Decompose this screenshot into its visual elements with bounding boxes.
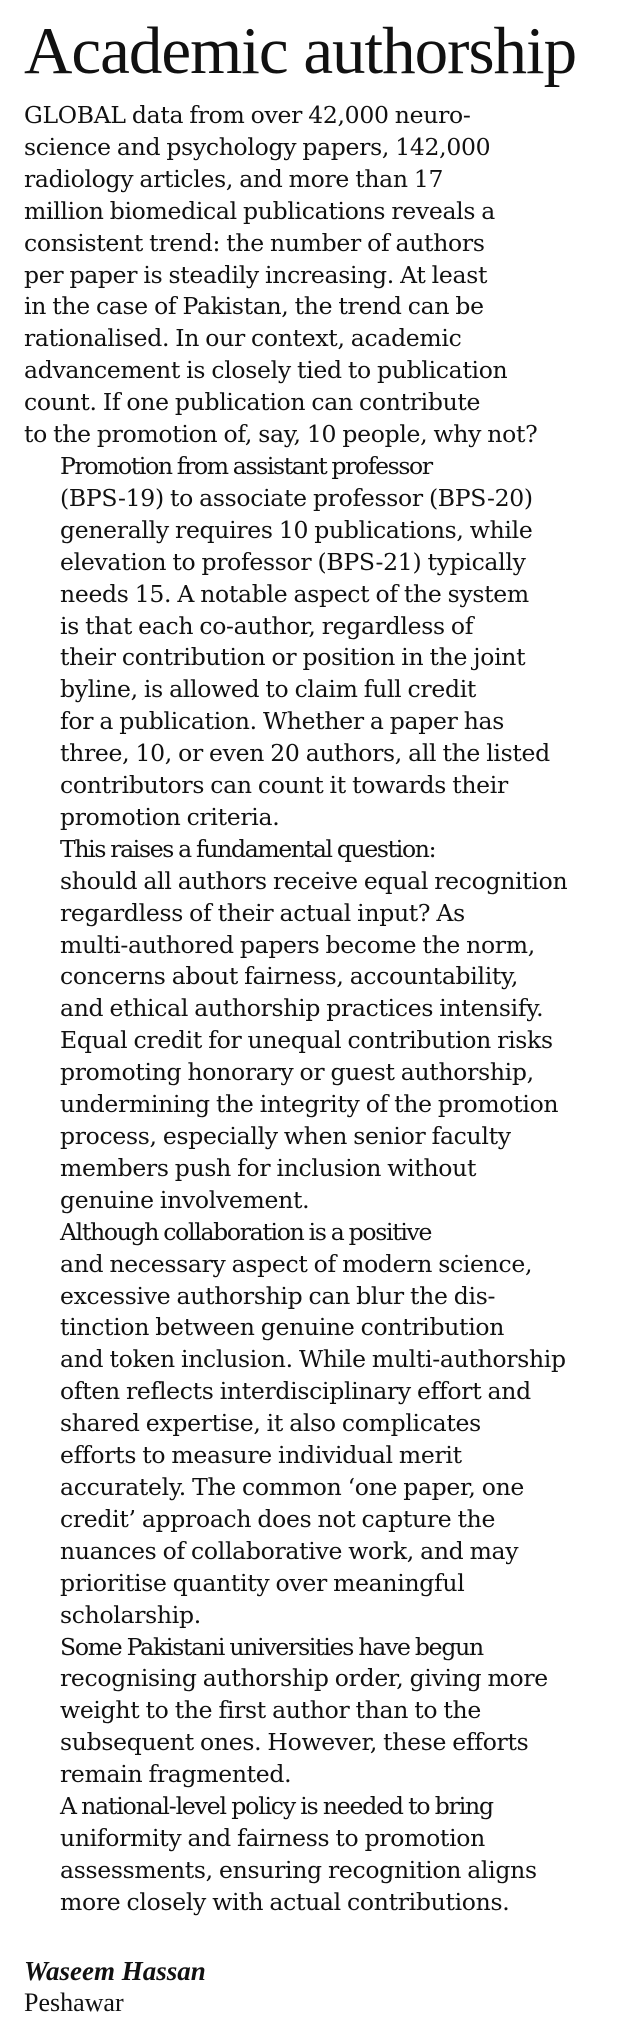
paragraph xyxy=(24,1791,624,1919)
text-line: should all authors receive equal recognition xyxy=(60,866,568,895)
text-line: more closely with actual contributions. xyxy=(60,1887,510,1916)
text-line: uniformity and fairness to promotion xyxy=(60,1823,485,1852)
paragraph xyxy=(24,834,624,1217)
text-line: efforts to measure individual merit xyxy=(60,1441,462,1470)
paragraph xyxy=(24,451,624,834)
text-line: and token inclusion. While multi-authorship xyxy=(60,1345,566,1374)
paragraph xyxy=(24,1632,624,1792)
text-line: regardless of their actual input? As xyxy=(60,898,465,927)
author-name: Waseem Hassan xyxy=(24,1955,206,1986)
text-line: million biomedical publications reveals a xyxy=(24,196,496,225)
text-line: Although collaboration is a positive xyxy=(60,1217,432,1246)
text-line: (BPS-19) to associate professor (BPS-20) xyxy=(60,483,533,512)
text-line: concerns about fairness, accountability, xyxy=(60,962,519,991)
text-line: in the case of Pakistan, the trend can be xyxy=(24,292,484,321)
letter-body xyxy=(24,100,624,1919)
text-line: elevation to professor (BPS-21) typically xyxy=(60,547,526,576)
text-line: excessive authorship can blur the dis- xyxy=(60,1281,496,1310)
paragraph xyxy=(24,100,624,451)
paragraph xyxy=(24,1217,624,1632)
headline: Academic authorship xyxy=(24,14,577,88)
text-line: consistent trend: the number of authors xyxy=(24,228,485,257)
text-line: and necessary aspect of modern science, xyxy=(60,1249,533,1278)
text-line: subsequent ones. However, these efforts xyxy=(60,1728,529,1757)
text-line: recognising authorship order, giving more xyxy=(60,1664,548,1693)
text-line: process, especially when senior faculty xyxy=(60,1122,511,1150)
text-line: genuine involvement. xyxy=(60,1185,310,1214)
text-line: their contribution or position in the joint xyxy=(60,643,526,672)
text-line: often reflects interdisciplinary effort and xyxy=(60,1377,531,1406)
text-line: A national-level policy is needed to bring xyxy=(60,1792,493,1821)
text-line: members push for inclusion without xyxy=(60,1153,477,1182)
text-line: Promotion from assistant professor xyxy=(60,451,432,480)
text-line: is that each co-author, regardless of xyxy=(60,611,474,640)
text-line: to the promotion of, say, 10 people, why not? xyxy=(24,420,538,449)
text-line: remain fragmented. xyxy=(60,1760,292,1789)
text-line: for a publication. Whether a paper has xyxy=(60,707,505,736)
text-line: undermining the integrity of the promotion xyxy=(60,1090,559,1119)
text-line: tinction between genuine contribution xyxy=(60,1313,505,1342)
text-line: This raises a fundamental question: xyxy=(60,834,436,863)
text-line: assessments, ensuring recognition aligns xyxy=(60,1855,537,1884)
text-line: radiology articles, and more than 17 xyxy=(24,164,444,193)
text-line: three, 10, or even 20 authors, all the listed xyxy=(60,739,550,768)
text-line: byline, is allowed to claim full credit xyxy=(60,675,477,704)
text-line: contributors can count it towards their xyxy=(60,771,508,800)
author-city: Peshawar xyxy=(24,1987,124,2017)
signoff xyxy=(24,1955,624,2019)
text-line: accurately. The common ‘one paper, one xyxy=(60,1472,525,1501)
text-line: advancement is closely tied to publication xyxy=(24,356,508,385)
text-line: needs 15. A notable aspect of the system xyxy=(60,579,529,608)
text-line: rationalised. In our context, academic xyxy=(24,324,462,353)
text-line: generally requires 10 publications, while xyxy=(60,515,533,544)
text-line: per paper is steadily increasing. At least xyxy=(24,260,488,289)
text-line: weight to the first author than to the xyxy=(60,1696,481,1725)
text-line: and ethical authorship practices intensify. xyxy=(60,994,544,1023)
text-line: GLOBAL data from over 42,000 neuro- xyxy=(24,101,471,129)
text-line: Equal credit for unequal contribution risks xyxy=(60,1026,553,1055)
text-line: promoting honorary or guest authorship, xyxy=(60,1058,534,1087)
text-line: multi-authored papers become the norm, xyxy=(60,930,535,959)
text-line: shared expertise, it also complicates xyxy=(60,1409,481,1438)
text-line: Some Pakistani universities have begun xyxy=(60,1632,483,1661)
text-line: promotion criteria. xyxy=(60,802,280,831)
text-line: count. If one publication can contribute xyxy=(24,388,481,417)
text-line: credit’ approach does not capture the xyxy=(60,1504,496,1533)
text-line: science and psychology papers, 142,000 xyxy=(24,132,491,161)
text-line: prioritise quantity over meaningful xyxy=(60,1568,465,1597)
text-line: scholarship. xyxy=(60,1600,201,1629)
text-line: nuances of collaborative work, and may xyxy=(60,1536,519,1565)
